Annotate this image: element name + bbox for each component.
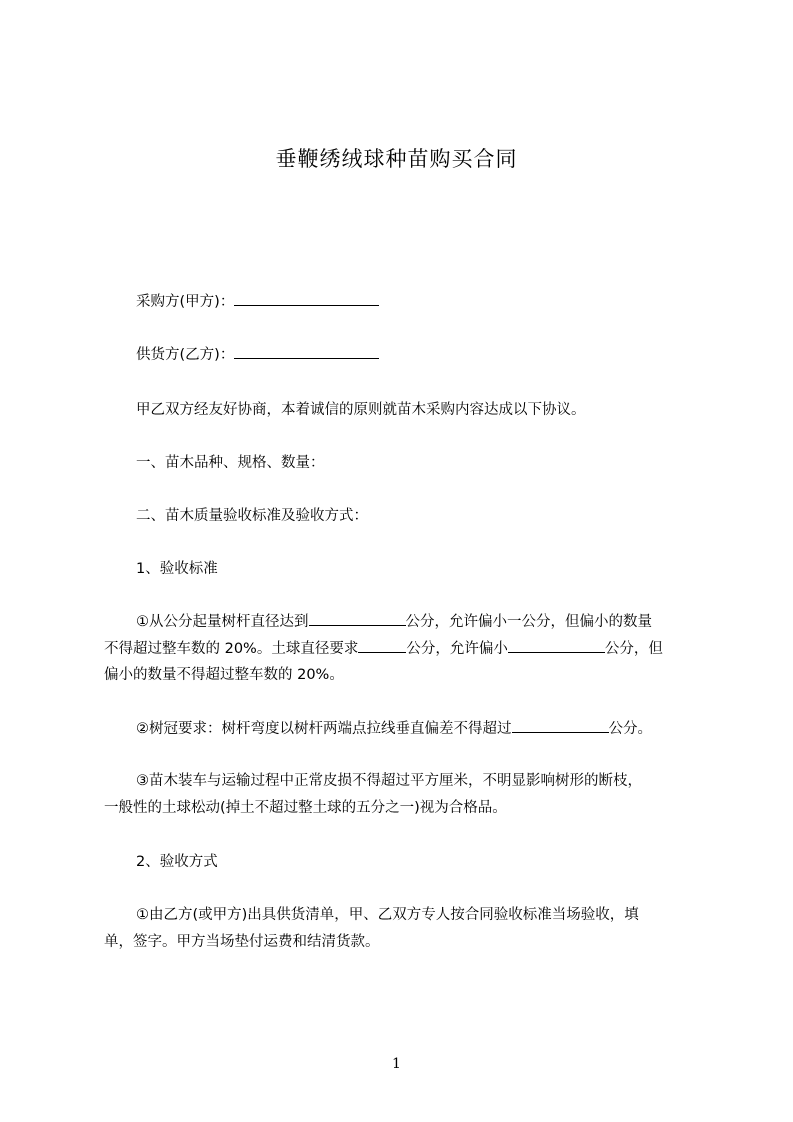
item2-text-b: 公分。 [608, 721, 652, 737]
page-number: 1 [392, 1056, 401, 1072]
document-title: 垂鞭绣绒球种苗购买合同 [275, 147, 518, 171]
item1-text-a: ①从公分起量树杆直径达到 [136, 614, 309, 630]
item3-line1: ③苗木装车与运输过程中正常皮损不得超过平方厘米，不明显影响树形的断枝， [136, 773, 642, 789]
item2-text-a: ②树冠要求：树杆弯度以树杆两端点拉线垂直偏差不得超过 [136, 721, 512, 737]
item1-line1 [136, 610, 652, 633]
item1-text-c: 不得超过整车数的 20%。土球直径要求 [104, 641, 359, 657]
item4-line1: ①由乙方(或甲方)出具供货清单，甲、乙双方专人按合同验收标准当场验收，填 [136, 907, 639, 923]
subsection-heading-acceptance-method: 2、验收方式 [136, 854, 218, 870]
crown-deviation-blank[interactable] [512, 717, 609, 733]
item4-line2: 单，签字。甲方当场垫付运费和结清货款。 [104, 934, 380, 950]
item1-text-d: 公分，允许偏小 [406, 641, 508, 657]
supplier-blank[interactable] [234, 343, 379, 359]
item3-line2: 一般性的土球松动(掉土不超过整土球的五分之一)视为合格品。 [104, 800, 507, 816]
buyer-blank[interactable] [234, 290, 379, 306]
item1-text-b: 公分，允许偏小一公分，但偏小的数量 [405, 614, 652, 630]
trunk-diameter-blank[interactable] [309, 610, 406, 626]
soil-ball-diameter-blank[interactable] [358, 637, 406, 653]
item1-line2 [104, 637, 663, 660]
buyer-line [136, 290, 379, 313]
supplier-label: 供货方(乙方)： [136, 347, 235, 363]
allowed-deviation-blank[interactable] [508, 637, 605, 653]
section-heading-2: 二、苗木质量验收标准及验收方式： [136, 508, 368, 524]
item2-line [136, 717, 652, 740]
buyer-label: 采购方(甲方)： [136, 294, 235, 310]
subsection-heading-acceptance-standard: 1、验收标准 [136, 561, 218, 577]
item1-text-e: 公分，但 [604, 641, 663, 657]
section-heading-1: 一、苗木品种、规格、数量： [136, 455, 325, 471]
supplier-line [136, 343, 379, 366]
item1-line3: 偏小的数量不得超过整车数的 20%。 [104, 667, 344, 683]
intro-paragraph: 甲乙双方经友好协商，本着诚信的原则就苗木采购内容达成以下协议。 [136, 402, 586, 418]
